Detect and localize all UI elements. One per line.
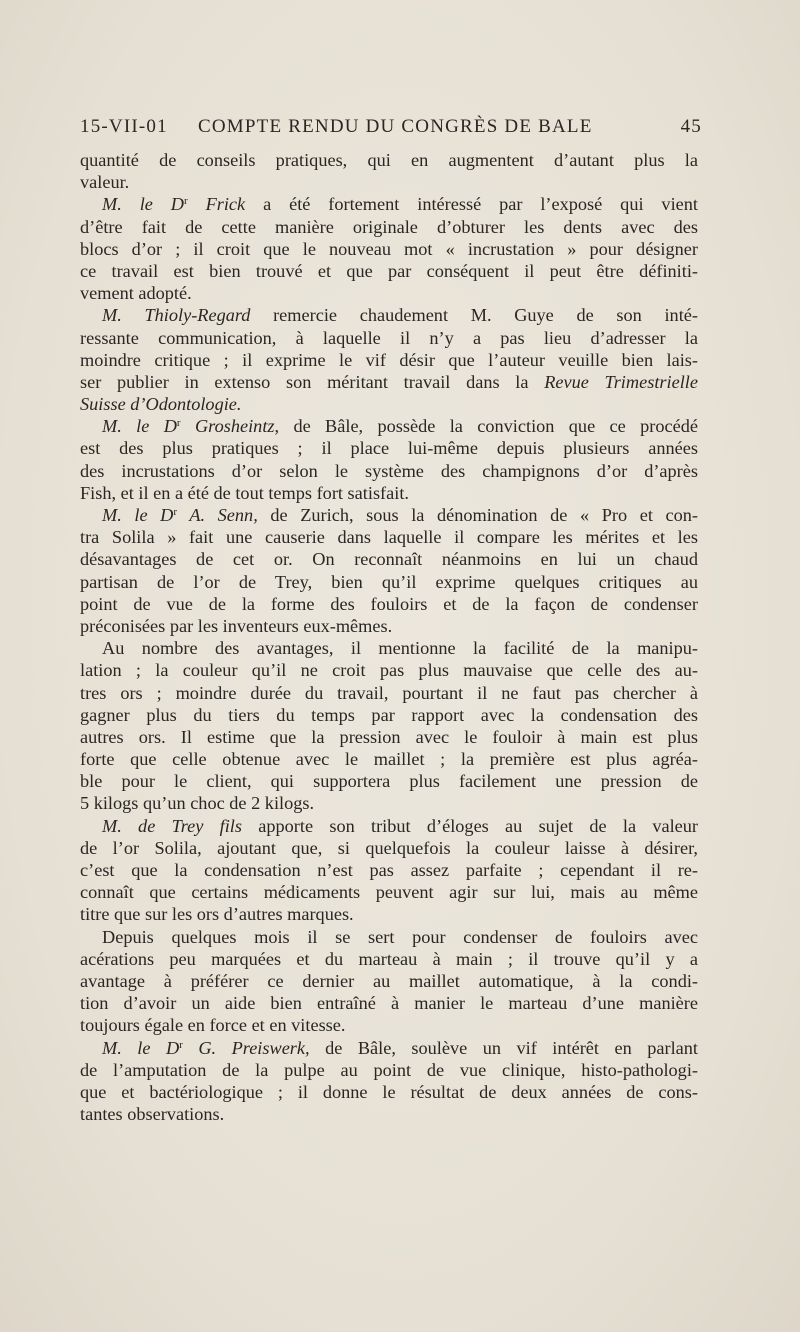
text-line <box>80 504 698 526</box>
text-line: partisan de l’or de Trey, bien qu’il exprime quelques critiques au <box>80 571 698 592</box>
page-number: 45 <box>680 116 702 137</box>
text-line: d’être fait de cette manière originale d’obturer les dents avec des <box>80 216 698 237</box>
italic-name: Revue Trimestrielle <box>544 371 698 392</box>
text-line: connaît que certains médicaments peuvent agir sur lui, mais au même <box>80 882 698 903</box>
text-run: a été fortement intéressé par l’exposé qui vient <box>245 194 698 215</box>
body-text <box>80 149 698 1125</box>
text-run: remercie chaudement M. Guye de son inté- <box>250 305 698 326</box>
text-line <box>80 371 698 393</box>
text-line: Depuis quelques mois il se sert pour condenser de fouloirs avec <box>102 926 698 947</box>
text-run: ser publier in extenso son méritant travail dans la <box>80 371 545 392</box>
text-line: quantité de conseils pratiques, qui en augmentent d’autant plus la <box>80 150 698 170</box>
text-line: désavantages de cet or. On reconnaît néanmoins en lui un chaud <box>80 549 698 570</box>
italic-name: Frick <box>187 194 246 215</box>
text-line: vement adopté. <box>80 283 192 304</box>
text-line: lation ; la couleur qu’il ne croit pas plus mauvaise que celle des au- <box>80 660 698 681</box>
text-run: de Bâle, soulève un vif intérêt en parlant <box>309 1037 698 1058</box>
text-run: r <box>179 1038 183 1051</box>
running-title: COMPTE RENDU DU CONGRÈS DE BALE <box>198 116 593 137</box>
italic-name: M. le D <box>102 1037 180 1058</box>
text-run: r <box>173 506 178 518</box>
text-line: titre que sur les ors d’autres marques. <box>80 904 354 925</box>
text-line <box>80 815 698 837</box>
text-line: moindre critique ; il exprime le vif désir que l’auteur veuille bien lais- <box>80 349 698 370</box>
italic-name: G. Preiswerk, <box>182 1037 310 1058</box>
italic-name: Suisse d’Odontologie. <box>80 394 242 415</box>
text-line: 5 kilogs qu’un choc de 2 kilogs. <box>80 793 315 814</box>
text-line <box>80 1037 698 1059</box>
text-run: , de Bâle, possède la conviction que ce procédé <box>274 416 698 437</box>
text-line: de l’amputation de la pulpe au point de vue clinique, histo-pathologi- <box>80 1059 698 1080</box>
text-line: forte que celle obtenue avec le maillet ; la première est plus agréa- <box>80 749 698 770</box>
italic-name: A. Senn, <box>177 505 258 525</box>
text-line: blocs d’or ; il croit que le nouveau mot « incrustation » pour désigner <box>80 238 698 259</box>
text-line: point de vue de la forme des fouloirs et de la façon de condenser <box>80 593 698 614</box>
text-line: toujours égale en force et en vitesse. <box>80 1015 346 1036</box>
text-line <box>80 415 698 437</box>
text-line: gagner plus du tiers du temps par rapport avec la condensation des <box>80 704 698 725</box>
text-line: de l’or Solila, ajoutant que, si quelquefois la couleur laisse à désirer, <box>80 837 698 858</box>
text-line: préconisées par les inventeurs eux-mêmes. <box>80 615 393 636</box>
italic-name: M. le D <box>102 505 174 525</box>
text-line: ce travail est bien trouvé et que par conséquent il peut être définiti- <box>80 260 698 281</box>
text-line: ressante communication, à laquelle il n’y a pas lieu d’adresser la <box>80 327 698 348</box>
text-line <box>80 304 698 326</box>
text-line: valeur. <box>80 172 130 193</box>
text-line: Au nombre des avantages, il mentionne la facilité de la manipu- <box>102 638 698 659</box>
text-run: r <box>184 195 188 208</box>
italic-name: M. Thioly-Regard <box>102 305 251 326</box>
text-line: c’est que la condensation n’est pas assez parfaite ; cependant il re- <box>80 860 698 880</box>
text-line: est des plus pratiques ; il place lui-même depuis plusieurs années <box>80 438 698 459</box>
text-line <box>80 393 698 415</box>
header-date: 15-VII-01 <box>80 116 168 137</box>
italic-name: M. le D <box>102 416 177 437</box>
text-run: de Zurich, sous la dénomination de « Pro et con- <box>257 505 698 525</box>
italic-name: M. de Trey fils <box>102 815 243 836</box>
italic-name: Grosheintz <box>180 416 275 437</box>
text-line: avantage à préférer ce dernier au maillet automatique, à la condi- <box>80 970 698 991</box>
text-line: ble pour le client, qui supportera plus facilement une pression de <box>80 771 698 792</box>
text-line <box>80 193 698 215</box>
text-line: tres ors ; moindre durée du travail, pourtant il ne faut pas chercher à <box>80 682 698 703</box>
text-line: Fish, et il en a été de tout temps fort satisfait. <box>80 482 409 503</box>
text-run: apporte son tribut d’éloges au sujet de la valeur <box>242 815 698 836</box>
running-header <box>80 112 702 142</box>
italic-name: M. le D <box>102 194 184 215</box>
text-line: autres ors. Il estime que la pression avec le fouloir à main est plus <box>80 726 698 747</box>
text-run: r <box>176 417 181 430</box>
text-line: des incrustations d’or selon le système des champignons d’or d’après <box>80 460 698 481</box>
text-line: tra Solila » fait une causerie dans laquelle il compare les mérites et les <box>80 527 698 548</box>
text-line: tion d’avoir un aide bien entraîné à manier le marteau d’une manière <box>80 993 698 1014</box>
text-line: tantes observations. <box>80 1104 225 1125</box>
text-line: que et bactériologique ; il donne le résultat de deux années de cons- <box>80 1081 698 1102</box>
text-line: acérations peu marquées et du marteau à main ; il trouve qu’il y a <box>80 948 698 969</box>
